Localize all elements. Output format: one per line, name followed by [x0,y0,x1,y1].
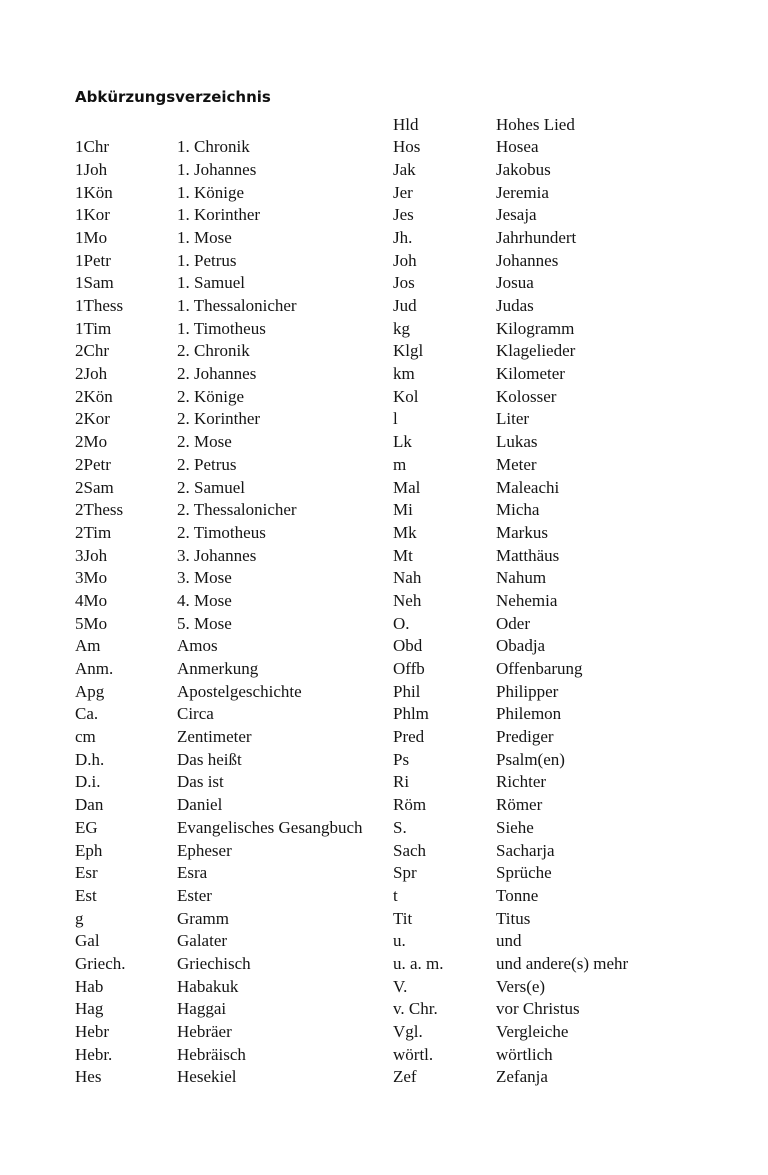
abbreviation-row [393,499,628,522]
abbreviation: Jos [393,273,415,293]
abbreviation: Hag [75,999,104,1019]
abbreviation-meaning: 2. Johannes [177,364,257,384]
abbreviation: D.h. [75,749,105,769]
abbreviation: Jh. [393,227,413,247]
abbreviation-row [393,1044,628,1067]
abbreviation: 3Joh [75,545,108,565]
abbreviation: 1Chr [75,137,109,157]
abbreviation-row [393,976,628,999]
abbreviation-meaning: Ester [177,885,212,905]
abbreviation-meaning: Jakobus [496,159,551,179]
abbreviation-row [75,817,363,840]
abbreviation-row [393,681,628,704]
abbreviation-meaning: Zefanja [496,1067,548,1087]
abbreviation: Pred [393,727,425,747]
abbreviation: u. a. m. [393,953,444,973]
abbreviation-meaning: Griechisch [177,953,251,973]
abbreviation-row [393,1066,628,1089]
abbreviation-meaning: Lukas [496,432,538,452]
abbreviation-meaning: Klagelieder [496,341,576,361]
abbreviation-row [393,182,628,205]
abbreviation: Tit [393,908,413,928]
abbreviation: O. [393,613,410,633]
abbreviation: 1Joh [75,159,108,179]
abbreviation: Phil [393,681,421,701]
abbreviation-row [75,1021,363,1044]
abbreviation: Hab [75,976,104,996]
abbreviation-row [393,408,628,431]
abbreviation: Jes [393,205,414,225]
abbreviation-row [75,499,363,522]
abbreviation: cm [75,727,96,747]
abbreviation-meaning: Hohes Lied [496,114,575,134]
abbreviation-meaning: 5. Mose [177,613,232,633]
abbreviation-row [393,930,628,953]
abbreviation: 2Tim [75,522,112,542]
abbreviation-row [75,567,363,590]
abbreviation-meaning: Sprüche [496,863,552,883]
abbreviation-row [75,930,363,953]
abbreviation-list-right [393,114,628,1090]
abbreviation-meaning: 2. Petrus [177,454,237,474]
abbreviation-row [75,545,363,568]
abbreviation-row [393,885,628,908]
abbreviation-row [75,771,363,794]
abbreviation-row [75,658,363,681]
abbreviation-meaning: 2. Thessalonicher [177,500,297,520]
abbreviation-row [75,431,363,454]
abbreviation-meaning: 2. Timotheus [177,522,266,542]
abbreviation: 1Petr [75,250,111,270]
abbreviation: Röm [393,795,427,815]
abbreviation-row [75,749,363,772]
abbreviation-row [393,454,628,477]
abbreviation-meaning: Psalm(en) [496,749,565,769]
abbreviation-meaning: 1. Chronik [177,137,250,157]
abbreviation: Hebr. [75,1044,113,1064]
abbreviation-row [393,998,628,1021]
abbreviation-row [393,1021,628,1044]
abbreviation-row [393,159,628,182]
abbreviation: Dan [75,795,104,815]
abbreviation-row [75,295,363,318]
abbreviation: 5Mo [75,613,108,633]
abbreviation-meaning: Richter [496,772,547,792]
abbreviation-meaning: Jahrhundert [496,227,577,247]
abbreviation-meaning: Philemon [496,704,562,724]
abbreviation-row [393,703,628,726]
abbreviation-row [75,477,363,500]
abbreviation: m [393,454,407,474]
abbreviation: Eph [75,840,103,860]
abbreviation-row [393,794,628,817]
abbreviation-meaning: Haggai [177,999,227,1019]
abbreviation-row [393,953,628,976]
abbreviation-meaning: Esra [177,863,208,883]
abbreviation-row [75,522,363,545]
abbreviation-row [75,681,363,704]
abbreviation: 3Mo [75,568,108,588]
abbreviation-meaning: Apostelgeschichte [177,681,302,701]
abbreviation: V. [393,976,408,996]
abbreviation: t [393,885,398,905]
abbreviation: 1Kor [75,205,110,225]
abbreviation-row [75,953,363,976]
abbreviation-meaning: 2. Mose [177,432,232,452]
abbreviation-meaning: Gramm [177,908,229,928]
abbreviation: Zef [393,1067,417,1087]
abbreviation-meaning: Sacharja [496,840,555,860]
abbreviation-meaning: 1. Timotheus [177,318,266,338]
abbreviation-meaning: Offenbarung [496,659,583,678]
abbreviation-row [75,250,363,273]
abbreviation: Anm. [75,659,114,678]
abbreviation-row [75,1044,363,1067]
abbreviation-row [75,885,363,908]
abbreviation-row [75,840,363,863]
abbreviation: 1Thess [75,296,124,315]
abbreviation-meaning: 4. Mose [177,590,232,610]
abbreviation-meaning: Hebräisch [177,1044,246,1064]
page-title: Abkürzungsverzeichnis [75,88,271,106]
abbreviation-row [393,295,628,318]
abbreviation-meaning: Tonne [496,885,539,905]
abbreviation-list-left [75,114,363,1090]
abbreviation-meaning: Josua [496,273,534,293]
abbreviation-meaning: Jesaja [496,205,537,225]
abbreviation-row [393,817,628,840]
abbreviation-meaning: Das ist [177,772,224,792]
abbreviation-row [75,182,363,205]
abbreviation-meaning: und andere(s) mehr [496,953,629,973]
abbreviation-row [393,749,628,772]
abbreviation-row [75,590,363,613]
abbreviation-meaning: Galater [177,931,228,951]
abbreviation-meaning: Amos [177,636,218,656]
abbreviation: 1Kön [75,182,113,202]
abbreviation: 1Mo [75,227,108,247]
abbreviation: Gal [75,931,100,951]
abbreviation-meaning: Anmerkung [177,659,259,678]
abbreviation: Lk [393,432,412,452]
abbreviation: 1Tim [75,318,112,338]
abbreviation-row [393,340,628,363]
abbreviation-row [393,840,628,863]
abbreviation-row [75,613,363,636]
abbreviation: u. [393,931,406,951]
abbreviation-meaning: und [496,931,522,951]
abbreviation-row [75,408,363,431]
abbreviation: 4Mo [75,590,108,610]
abbreviation: Mt [393,545,413,565]
abbreviation-meaning: 2. Chronik [177,341,250,361]
abbreviation: Mal [393,477,421,497]
abbreviation-row [393,386,628,409]
abbreviation-meaning: Das heißt [177,749,242,769]
abbreviation-meaning: Hesekiel [177,1067,237,1087]
abbreviation-row [75,862,363,885]
abbreviation-meaning: Habakuk [177,976,239,996]
abbreviation: Am [75,636,101,656]
abbreviation-meaning: 1. Könige [177,182,245,202]
abbreviation: 2Thess [75,500,124,520]
abbreviation: Griech. [75,953,126,973]
abbreviation-meaning: Liter [496,409,530,429]
abbreviation: Hebr [75,1022,109,1041]
abbreviation-meaning: 3. Mose [177,568,232,588]
abbreviation-row [393,635,628,658]
abbreviation-row [75,227,363,250]
abbreviation: Joh [393,250,417,270]
abbreviation: Ri [393,772,410,792]
abbreviation-meaning: Siehe [496,817,534,837]
abbreviation-meaning: Nahum [496,568,547,588]
abbreviation-meaning: Maleachi [496,477,560,497]
abbreviation-meaning: Markus [496,522,548,542]
abbreviation-row [75,159,363,182]
abbreviation-row [75,204,363,227]
abbreviation-meaning: 2. Korinther [177,409,261,429]
abbreviation-meaning: 1. Johannes [177,159,257,179]
abbreviation-row [75,272,363,295]
abbreviation-row [393,545,628,568]
abbreviation-row [75,386,363,409]
abbreviation-row [75,908,363,931]
abbreviation-row [393,431,628,454]
abbreviation: Ca. [75,704,99,724]
abbreviation: wörtl. [393,1044,434,1064]
abbreviation-row [75,976,363,999]
abbreviation: Sach [393,840,427,860]
abbreviation-row [393,250,628,273]
abbreviation-meaning: 1. Thessalonicher [177,296,297,315]
abbreviation-meaning: Circa [177,704,214,724]
abbreviation-meaning: 2. Samuel [177,477,245,497]
abbreviation-row [393,613,628,636]
abbreviation-row [75,136,363,159]
abbreviation: 2Sam [75,477,114,497]
abbreviation-meaning: Kolosser [496,386,557,406]
abbreviation-row [393,227,628,250]
abbreviation: 2Petr [75,454,111,474]
abbreviation-meaning: Jeremia [496,182,549,202]
abbreviation: 2Kor [75,409,110,429]
abbreviation-meaning: Hebräer [177,1022,232,1041]
abbreviation: Hld [393,114,419,134]
abbreviation: Phlm [393,704,429,724]
abbreviation: Est [75,885,97,905]
abbreviation-meaning: 1. Mose [177,227,232,247]
abbreviation-meaning: Daniel [177,795,223,815]
abbreviation: Esr [75,863,98,883]
abbreviation-row [393,658,628,681]
abbreviation: Jud [393,296,417,315]
abbreviation-row [393,204,628,227]
abbreviation-meaning: Vers(e) [496,976,546,996]
abbreviation-meaning: Evangelisches Gesangbuch [177,817,363,837]
abbreviation-row [393,567,628,590]
abbreviation: 2Chr [75,341,109,361]
abbreviation: Nah [393,568,422,588]
abbreviation-meaning: Micha [496,500,540,520]
abbreviation-row [393,318,628,341]
abbreviation-row [393,522,628,545]
abbreviation-meaning: Hosea [496,137,539,157]
abbreviation-row [75,703,363,726]
abbreviation-meaning: Zentimeter [177,727,252,747]
abbreviation: Vgl. [393,1022,423,1041]
abbreviation-meaning: Matthäus [496,545,560,565]
abbreviation-row [75,998,363,1021]
abbreviation-meaning: Vergleiche [496,1022,569,1041]
abbreviation: Offb [393,659,425,678]
abbreviation-meaning: Judas [496,296,534,315]
abbreviation-meaning: Nehemia [496,590,558,610]
abbreviation: g [75,908,84,928]
abbreviation-meaning: 1. Petrus [177,250,237,270]
abbreviation-row [75,794,363,817]
abbreviation-row [75,635,363,658]
abbreviation: 2Joh [75,364,108,384]
abbreviation: EG [75,817,98,837]
abbreviation-meaning: wörtlich [496,1044,553,1064]
abbreviation-meaning: 1. Korinther [177,205,261,225]
abbreviation-meaning: Epheser [177,840,232,860]
abbreviation-meaning: Prediger [496,727,554,747]
abbreviation-row [393,114,628,137]
row-spacer [75,114,363,137]
abbreviation: Jak [393,159,416,179]
abbreviation-row [393,136,628,159]
abbreviation-meaning: 2. Könige [177,386,245,406]
abbreviation-row [393,477,628,500]
abbreviation-meaning: Johannes [496,250,559,270]
abbreviation: kg [393,318,410,338]
abbreviation-row [75,1066,363,1089]
abbreviation-row [393,908,628,931]
abbreviation-row [75,726,363,749]
abbreviation-meaning: Titus [496,908,531,928]
abbreviation: 2Mo [75,432,108,452]
abbreviation: Spr [393,863,417,883]
abbreviation-row [75,454,363,477]
abbreviation: km [393,364,415,384]
abbreviation: D.i. [75,772,101,792]
abbreviation: Apg [75,681,105,701]
abbreviation: l [393,409,398,429]
abbreviation: Mk [393,522,417,542]
abbreviation: Hos [393,137,421,157]
abbreviation-row [393,363,628,386]
abbreviation: Ps [393,749,410,769]
abbreviation-row [393,590,628,613]
abbreviation-meaning: Obadja [496,636,546,656]
abbreviation: Neh [393,590,422,610]
abbreviation: 1Sam [75,273,114,293]
abbreviation-meaning: Philipper [496,681,559,701]
abbreviation-row [393,272,628,295]
abbreviation-meaning: 3. Johannes [177,545,257,565]
abbreviation-row [75,318,363,341]
abbreviation: v. Chr. [393,999,438,1019]
abbreviation: Klgl [393,341,424,361]
abbreviation-row [393,726,628,749]
abbreviation-meaning: vor Christus [496,999,580,1019]
abbreviation-row [75,363,363,386]
abbreviation: Hes [75,1067,102,1087]
abbreviation-meaning: Kilometer [496,364,565,384]
abbreviation-meaning: 1. Samuel [177,273,245,293]
abbreviation: Jer [393,182,413,202]
abbreviation: Mi [393,500,413,520]
abbreviation-meaning: Meter [496,454,537,474]
abbreviation-row [393,862,628,885]
abbreviation-meaning: Kilogramm [496,318,575,338]
abbreviation-meaning: Römer [496,795,543,815]
abbreviation: Obd [393,636,423,656]
abbreviation: Kol [393,386,419,406]
abbreviation-meaning: Oder [496,613,530,633]
abbreviation: 2Kön [75,386,113,406]
abbreviation-row [393,771,628,794]
abbreviation: S. [393,817,407,837]
abbreviation-row [75,340,363,363]
